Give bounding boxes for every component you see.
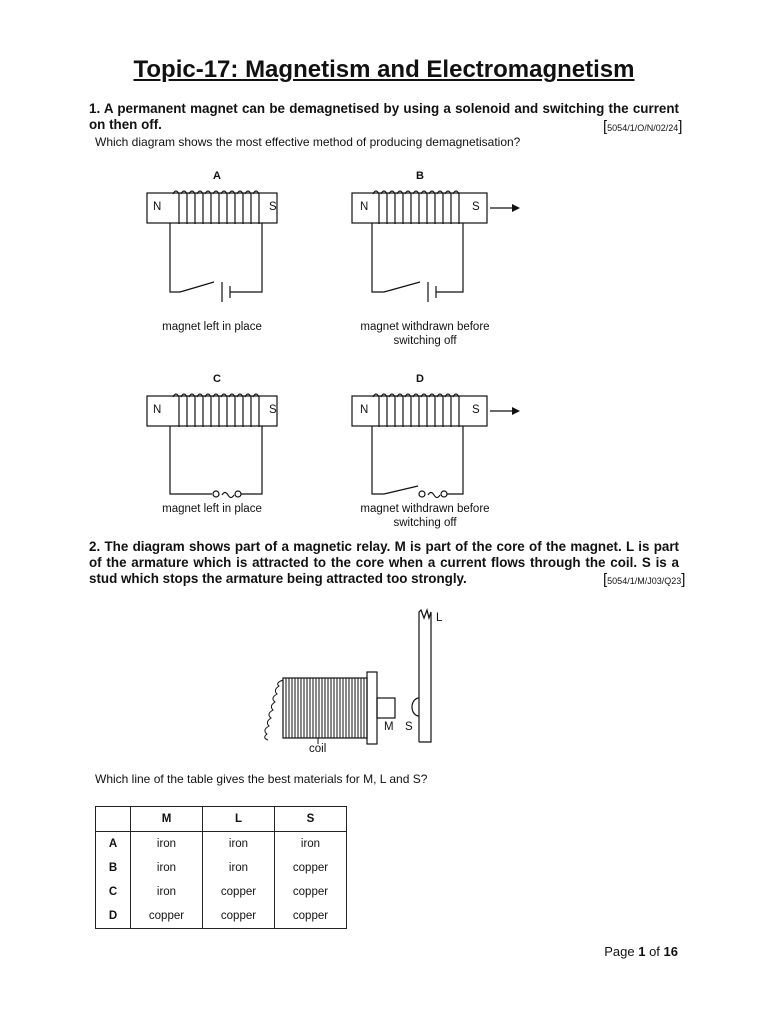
- option-b-south-pole: S: [472, 201, 480, 213]
- option-c-north-pole: N: [153, 404, 162, 416]
- question-2-prompt: Which line of the table gives the best materials for M, L and S?: [95, 772, 428, 786]
- option-b-north-pole: N: [360, 201, 369, 213]
- relay-label-m: M: [384, 721, 394, 733]
- option-c-letter: C: [213, 373, 221, 385]
- page-title: Topic-17: Magnetism and Electromagnetism: [133, 56, 635, 83]
- table-row-label: A: [96, 832, 131, 857]
- table-cell: iron: [203, 832, 275, 857]
- table-row-label: B: [96, 856, 131, 880]
- option-d-south-pole: S: [472, 404, 480, 416]
- table-row: [96, 832, 347, 857]
- table-cell: iron: [131, 856, 203, 880]
- page-number: Page 1 of 16: [604, 944, 678, 959]
- table-row: [96, 856, 347, 880]
- table-cell: copper: [203, 904, 275, 929]
- option-c-south-pole: S: [269, 404, 277, 416]
- option-b-caption-line-2: switching off: [393, 335, 457, 347]
- table-cell: copper: [203, 880, 275, 904]
- table-cell: copper: [131, 904, 203, 929]
- option-d-caption-line-1: magnet withdrawn before: [360, 503, 490, 515]
- table-row-label: D: [96, 904, 131, 929]
- table-cell: copper: [275, 856, 347, 880]
- table-cell: iron: [275, 832, 347, 857]
- question-1-text: 1. A permanent magnet can be demagnetised by using a solenoid and switching the current on then off.: [89, 101, 679, 132]
- option-a-letter: A: [213, 170, 221, 182]
- table-header-l: L: [203, 807, 275, 832]
- option-c-caption: magnet left in place: [162, 503, 262, 515]
- question-1-prompt: Which diagram shows the most effective method of producing demagnetisation?: [95, 135, 521, 149]
- option-b-letter: B: [416, 170, 424, 182]
- question-2-text: 2. The diagram shows part of a magnetic relay. M is part of the core of the magnet. L is part of the armature which is attracted to the core when a current flows through the coil. S is a stud which stops the armature being attracted too strongly.: [89, 539, 679, 586]
- table-header-row: [96, 807, 347, 832]
- option-a-caption: magnet left in place: [162, 321, 262, 333]
- materials-table: [95, 806, 347, 929]
- option-d-letter: D: [416, 373, 424, 385]
- option-d-caption-line-2: switching off: [393, 517, 457, 529]
- table-row: [96, 904, 347, 929]
- question-1-reference: [5054/1/O/N/02/24]: [603, 118, 683, 135]
- question-2-reference: [5054/1/M/J03/Q23]: [603, 571, 686, 588]
- table-cell: iron: [131, 832, 203, 857]
- option-d-north-pole: N: [360, 404, 369, 416]
- table-cell: copper: [275, 904, 347, 929]
- table-header-s: S: [275, 807, 347, 832]
- table-cell: copper: [275, 880, 347, 904]
- relay-label-s: S: [405, 721, 413, 733]
- option-b-caption-line-1: magnet withdrawn before: [360, 321, 490, 333]
- table-row-label: C: [96, 880, 131, 904]
- option-a-north-pole: N: [153, 201, 162, 213]
- table-row: [96, 880, 347, 904]
- table-header-m: M: [131, 807, 203, 832]
- relay-label-coil: coil: [309, 743, 327, 755]
- relay-label-l: L: [436, 612, 443, 624]
- table-cell: iron: [131, 880, 203, 904]
- option-a-south-pole: S: [269, 201, 277, 213]
- table-cell: iron: [203, 856, 275, 880]
